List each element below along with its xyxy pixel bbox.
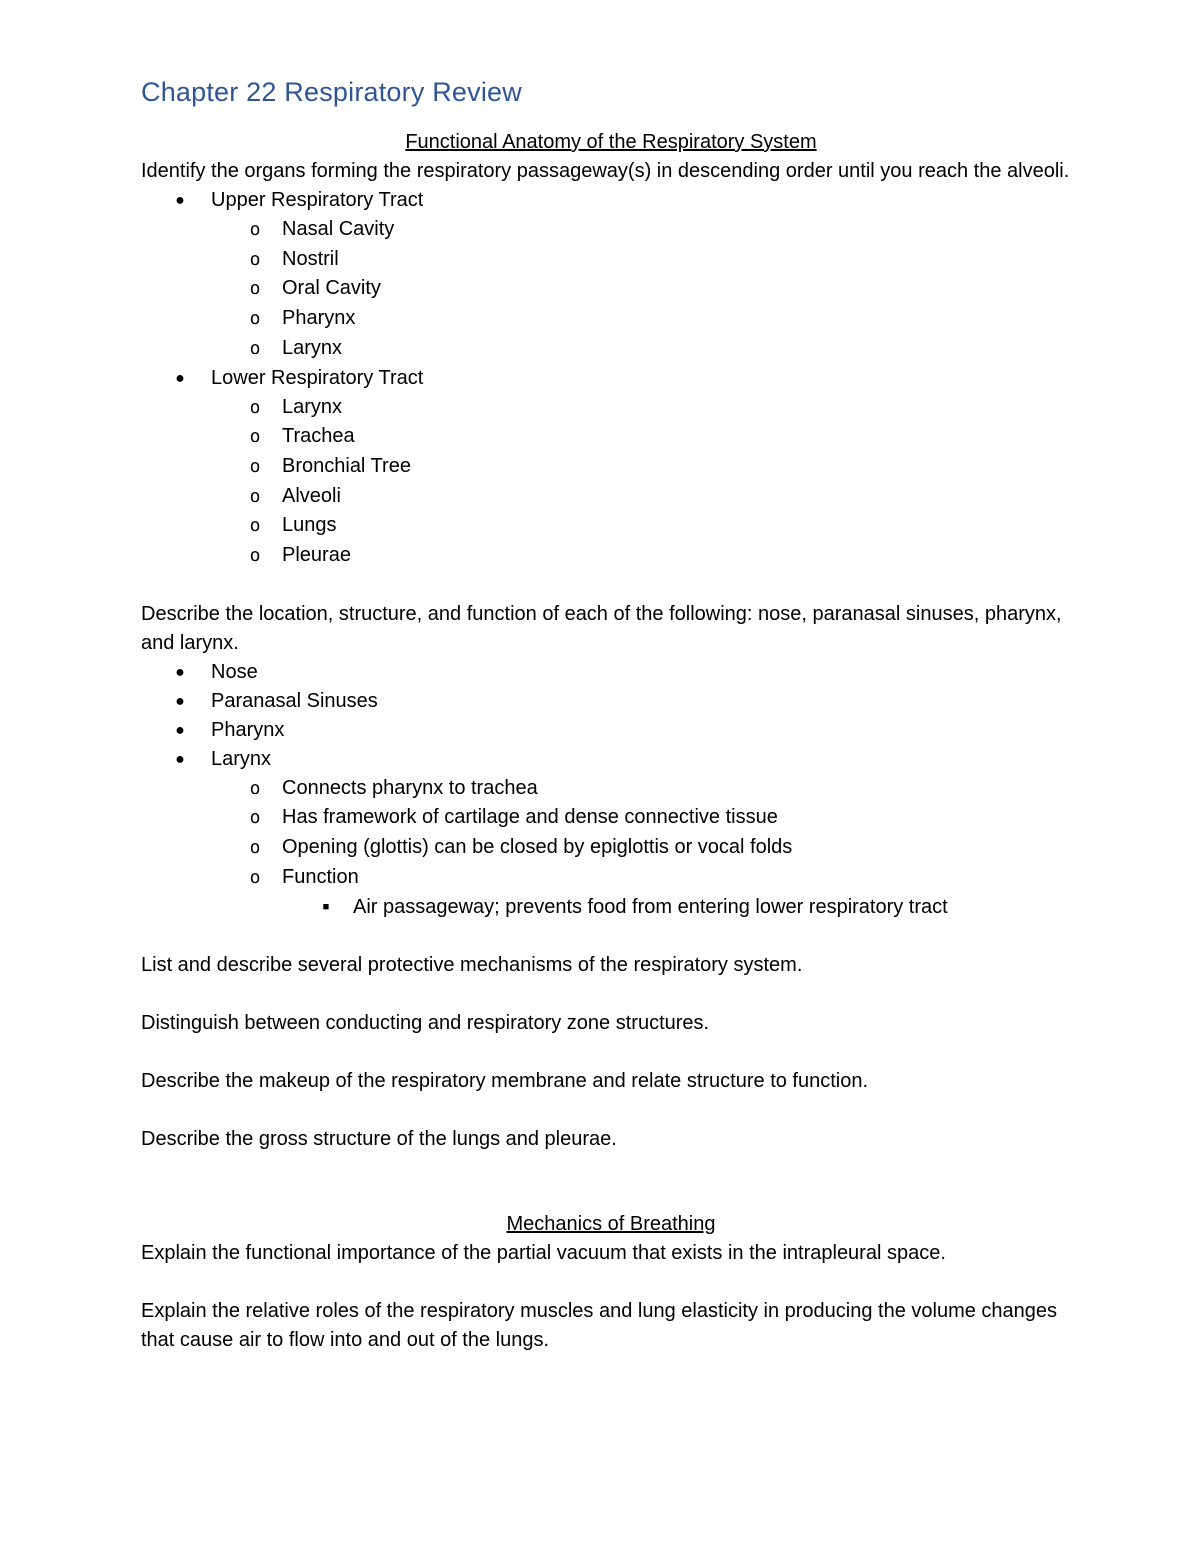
question-protective-mechanisms: List and describe several protective mechanisms of the respiratory system. xyxy=(141,953,803,976)
question-identify-organs: Identify the organs forming the respiratory passageway(s) in descending order until you reach the alveoli. xyxy=(141,160,1070,182)
upper-tract-items xyxy=(211,215,1081,364)
section-heading-functional-anatomy: Functional Anatomy of the Respiratory System xyxy=(405,131,817,153)
spacer xyxy=(141,922,1081,951)
list-item xyxy=(211,334,1081,364)
list-item-text: Connects pharynx to trachea xyxy=(282,776,538,799)
list-item-text: Trachea xyxy=(282,425,355,448)
list-item xyxy=(211,304,1081,334)
list-item-text: Bronchial Tree xyxy=(282,454,411,477)
list-item-text: Larynx xyxy=(282,336,343,359)
section-heading-mechanics-of-breathing: Mechanics of Breathing xyxy=(506,1212,716,1235)
list-item xyxy=(211,215,1081,245)
structures-list xyxy=(141,658,1081,922)
list-item-text: Air passageway; prevents food from entering lower respiratory tract xyxy=(353,895,948,918)
bullet-icon: ● xyxy=(175,369,185,387)
bullet-icon: ● xyxy=(175,750,185,768)
list-item-text: Pharynx xyxy=(282,307,356,330)
page-title: Chapter 22 Respiratory Review xyxy=(141,77,522,107)
list-item xyxy=(211,245,1081,275)
larynx-details xyxy=(211,774,1081,922)
list-item-label: Lower Respiratory Tract xyxy=(211,366,424,389)
question-respiratory-muscles: Explain the relative roles of the respiratory muscles and lung elasticity in producing the volume changes that cause air to flow into and out of the lungs. xyxy=(141,1299,1058,1351)
list-item xyxy=(211,274,1081,304)
spacer xyxy=(141,1096,1081,1125)
circle-bullet-icon: o xyxy=(249,308,261,330)
circle-bullet-icon: o xyxy=(249,545,261,567)
list-item-text: Larynx xyxy=(211,747,272,770)
circle-bullet-icon: o xyxy=(249,337,261,359)
document-page xyxy=(141,72,1081,1355)
spacer xyxy=(141,571,1081,600)
list-item xyxy=(211,541,1081,571)
list-item xyxy=(211,393,1081,423)
list-item-text: Paranasal Sinuses xyxy=(211,689,378,712)
list-item-text: Has framework of cartilage and dense connective tissue xyxy=(282,806,778,829)
question-lungs-pleurae: Describe the gross structure of the lungs and pleurae. xyxy=(141,1127,617,1150)
list-item xyxy=(211,803,1081,833)
list-item-text: Pleurae xyxy=(282,544,351,567)
lower-tract-items xyxy=(211,393,1081,571)
circle-bullet-icon: o xyxy=(249,866,261,888)
bullet-icon: ● xyxy=(175,663,185,681)
circle-bullet-icon: o xyxy=(249,485,261,507)
circle-bullet-icon: o xyxy=(249,837,261,859)
respiratory-tract-list xyxy=(141,186,1081,571)
bullet-icon: ● xyxy=(175,192,185,209)
list-item xyxy=(211,422,1081,452)
circle-bullet-icon: o xyxy=(249,219,261,240)
list-item-text: Oral Cavity xyxy=(282,277,381,300)
circle-bullet-icon: o xyxy=(249,777,261,799)
list-item-text: Nasal Cavity xyxy=(282,218,395,240)
list-item-paranasal-sinuses xyxy=(141,687,1081,716)
list-item xyxy=(211,774,1081,804)
list-item-nose xyxy=(141,658,1081,687)
question-respiratory-membrane: Describe the makeup of the respiratory membrane and relate structure to function. xyxy=(141,1069,869,1092)
circle-bullet-icon: o xyxy=(249,248,261,270)
square-bullet-icon: ■ xyxy=(322,900,330,913)
question-partial-vacuum: Explain the functional importance of the partial vacuum that exists in the intrapleural space. xyxy=(141,1241,946,1264)
list-item xyxy=(211,833,1081,863)
bullet-icon: ● xyxy=(175,721,185,739)
bullet-icon: ● xyxy=(175,692,185,710)
list-item-upper-tract xyxy=(141,186,1081,364)
list-item xyxy=(211,482,1081,512)
function-details xyxy=(282,893,1081,922)
spacer xyxy=(141,1268,1081,1297)
list-item-text: Lungs xyxy=(282,514,337,537)
question-describe-structures: Describe the location, structure, and function of each of the following: nose, paranasal sinuses, pharynx, and larynx. xyxy=(141,602,1062,654)
list-item-text: Alveoli xyxy=(282,484,341,507)
list-item-larynx xyxy=(141,745,1081,922)
list-item-text: Nose xyxy=(211,660,258,683)
list-item xyxy=(282,893,1081,922)
list-item-text: Larynx xyxy=(282,395,343,418)
list-item-text: Pharynx xyxy=(211,718,285,741)
list-item-text: Nostril xyxy=(282,247,339,270)
circle-bullet-icon: o xyxy=(249,278,261,300)
spacer xyxy=(141,1154,1081,1210)
circle-bullet-icon: o xyxy=(249,515,261,537)
list-item-function xyxy=(211,863,1081,922)
spacer xyxy=(141,980,1081,1009)
list-item-text: Function xyxy=(282,865,359,888)
list-item-label: Upper Respiratory Tract xyxy=(211,189,424,211)
circle-bullet-icon: o xyxy=(249,396,261,418)
list-item-pharynx xyxy=(141,716,1081,745)
list-item-text: Opening (glottis) can be closed by epiglottis or vocal folds xyxy=(282,836,793,859)
spacer xyxy=(141,1038,1081,1067)
circle-bullet-icon: o xyxy=(249,807,261,829)
list-item-lower-tract xyxy=(141,364,1081,571)
list-item xyxy=(211,452,1081,482)
circle-bullet-icon: o xyxy=(249,455,261,477)
question-conducting-zones: Distinguish between conducting and respiratory zone structures. xyxy=(141,1011,710,1034)
list-item xyxy=(211,511,1081,541)
circle-bullet-icon: o xyxy=(249,426,261,448)
